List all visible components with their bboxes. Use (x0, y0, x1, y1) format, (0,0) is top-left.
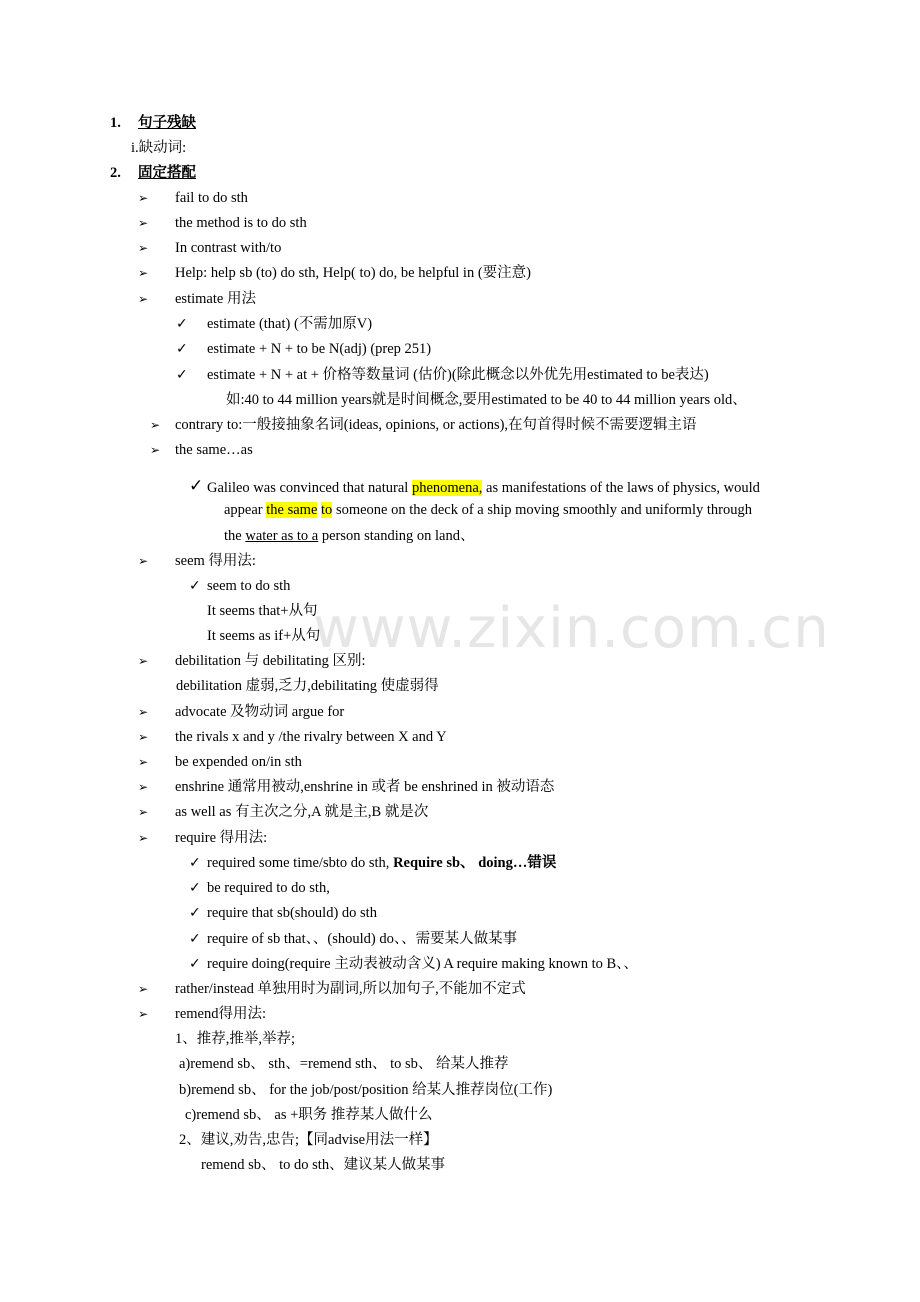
section-title: 固定搭配 (138, 165, 196, 181)
list-item: the method is to do sth (175, 215, 307, 231)
list-item: fail to do sth (175, 190, 248, 206)
highlighted-text: the same (266, 502, 318, 518)
text-span: the (224, 528, 246, 544)
sub-item: 1、推荐,推举,举荐; (175, 1031, 296, 1047)
text-line: i.缺动词: (131, 140, 187, 156)
arrow-bullet-icon: ➢ (138, 554, 149, 568)
list-item: require 得用法: (175, 830, 268, 846)
section-title: 句子残缺 (138, 115, 196, 131)
list-item: enshrine 通常用被动,enshrine in 或者 be enshrined in 被动语态 (175, 779, 555, 795)
arrow-bullet-icon: ➢ (138, 705, 149, 719)
list-item: be expended on/in sth (175, 754, 302, 770)
arrow-bullet-icon: ➢ (138, 191, 149, 205)
list-item: Help: help sb (to) do sth, Help( to) do, be helpful in (要注意) (175, 265, 531, 281)
sub-item: c)remend sb、 as +职务 推荐某人做什么 (185, 1107, 433, 1123)
sub-item: require doing(require 主动表被动含义) A require making known to B、、 (207, 956, 638, 972)
text-span: person standing on land、 (318, 528, 475, 544)
checkmark-icon: ✓ (189, 905, 201, 921)
checkmark-icon: ✓ (176, 316, 188, 332)
arrow-bullet-icon: ➢ (138, 1007, 149, 1021)
arrow-bullet-icon: ➢ (138, 831, 149, 845)
text-span: someone on the deck of a ship moving smoothly and uniformly through (332, 502, 752, 518)
list-item: advocate 及物动词 argue for (175, 704, 345, 720)
sub-item: be required to do sth, (207, 880, 330, 896)
list-item: debilitation 与 debilitating 区别: (175, 653, 366, 669)
list-item: remend得用法: (175, 1006, 267, 1022)
arrow-bullet-icon: ➢ (150, 418, 161, 432)
list-item: estimate 用法 (175, 291, 256, 307)
checkmark-icon: ✓ (189, 956, 201, 972)
section-number: 2. (110, 165, 121, 181)
section-heading (110, 113, 196, 133)
checkmark-icon: ✓ (189, 476, 204, 496)
sub-item-note: 如:40 to 44 million years就是时间概念,要用estimated to be 40 to 44 million years old、 (226, 392, 747, 408)
sub-item: It seems as if+从句 (207, 628, 321, 644)
list-item: rather/instead 单独用时为副词,所以加句子,不能加不定式 (175, 981, 526, 997)
checkmark-icon: ✓ (176, 367, 188, 383)
checkmark-icon: ✓ (189, 880, 201, 896)
arrow-bullet-icon: ➢ (138, 216, 149, 230)
list-item: seem 得用法: (175, 553, 256, 569)
section-heading (110, 163, 196, 183)
highlighted-text: phenomena, (411, 480, 483, 496)
sub-item (207, 853, 556, 873)
arrow-bullet-icon: ➢ (138, 780, 149, 794)
list-item: the same…as (175, 442, 253, 458)
arrow-bullet-icon: ➢ (138, 266, 149, 280)
arrow-bullet-icon: ➢ (138, 654, 149, 668)
sub-item: remend sb、 to do sth、建议某人做某事 (201, 1157, 446, 1173)
list-item: the rivals x and y /the rivalry between X and Y (175, 729, 447, 745)
sub-item: debilitation 虚弱,乏力,debilitating 使虚弱得 (176, 678, 439, 694)
sub-item: estimate + N + at + 价格等数量词 (估价)(除此概念以外优先用estimated to be表达) (207, 367, 709, 383)
checkmark-icon: ✓ (189, 578, 201, 594)
section-number: 1. (110, 115, 121, 131)
arrow-bullet-icon: ➢ (138, 292, 149, 306)
sub-item: estimate + N + to be N(adj) (prep 251) (207, 341, 432, 357)
example-sentence-line (224, 526, 474, 546)
list-item: as well as 有主次之分,A 就是主,B 就是次 (175, 804, 429, 820)
arrow-bullet-icon: ➢ (138, 805, 149, 819)
arrow-bullet-icon: ➢ (138, 982, 149, 996)
sub-item: require of sb that、、(should) do、、需要某人做某事 (207, 931, 518, 947)
text-span: as manifestations of the laws of physics, would (482, 480, 760, 496)
checkmark-icon: ✓ (189, 931, 201, 947)
text-span: required some time/sbto do sth, (207, 855, 394, 871)
sub-item: 2、建议,劝告,忠告;【同advise用法一样】 (179, 1132, 438, 1148)
arrow-bullet-icon: ➢ (138, 241, 149, 255)
example-sentence-line (207, 478, 760, 498)
text-span: appear (224, 502, 267, 518)
sub-item: require that sb(should) do sth (207, 905, 377, 921)
list-item: In contrast with/to (175, 240, 282, 256)
list-item: contrary to:一般接抽象名词(ideas, opinions, or actions),在句首得时候不需要逻辑主语 (175, 417, 697, 433)
bold-text: Require sb、 doing…错误 (393, 855, 557, 871)
arrow-bullet-icon: ➢ (138, 730, 149, 744)
arrow-bullet-icon: ➢ (150, 443, 161, 457)
sub-item: It seems that+从句 (207, 603, 318, 619)
sub-item: seem to do sth (207, 578, 291, 594)
arrow-bullet-icon: ➢ (138, 755, 149, 769)
sub-item: a)remend sb、 sth、=remend sth、 to sb、 给某人推荐 (179, 1056, 509, 1072)
sub-item: b)remend sb、 for the job/post/position 给某人推荐岗位(工作) (179, 1082, 553, 1098)
checkmark-icon: ✓ (176, 341, 188, 357)
highlighted-text: to (321, 502, 333, 518)
text-span: Galileo was convinced that natural (207, 480, 412, 496)
watermark: www.zixin.com.cn (313, 596, 830, 661)
checkmark-icon: ✓ (189, 855, 201, 871)
underlined-text: water as to a (245, 528, 319, 544)
example-sentence-line (224, 500, 752, 520)
sub-item: estimate (that) (不需加原V) (207, 316, 373, 332)
